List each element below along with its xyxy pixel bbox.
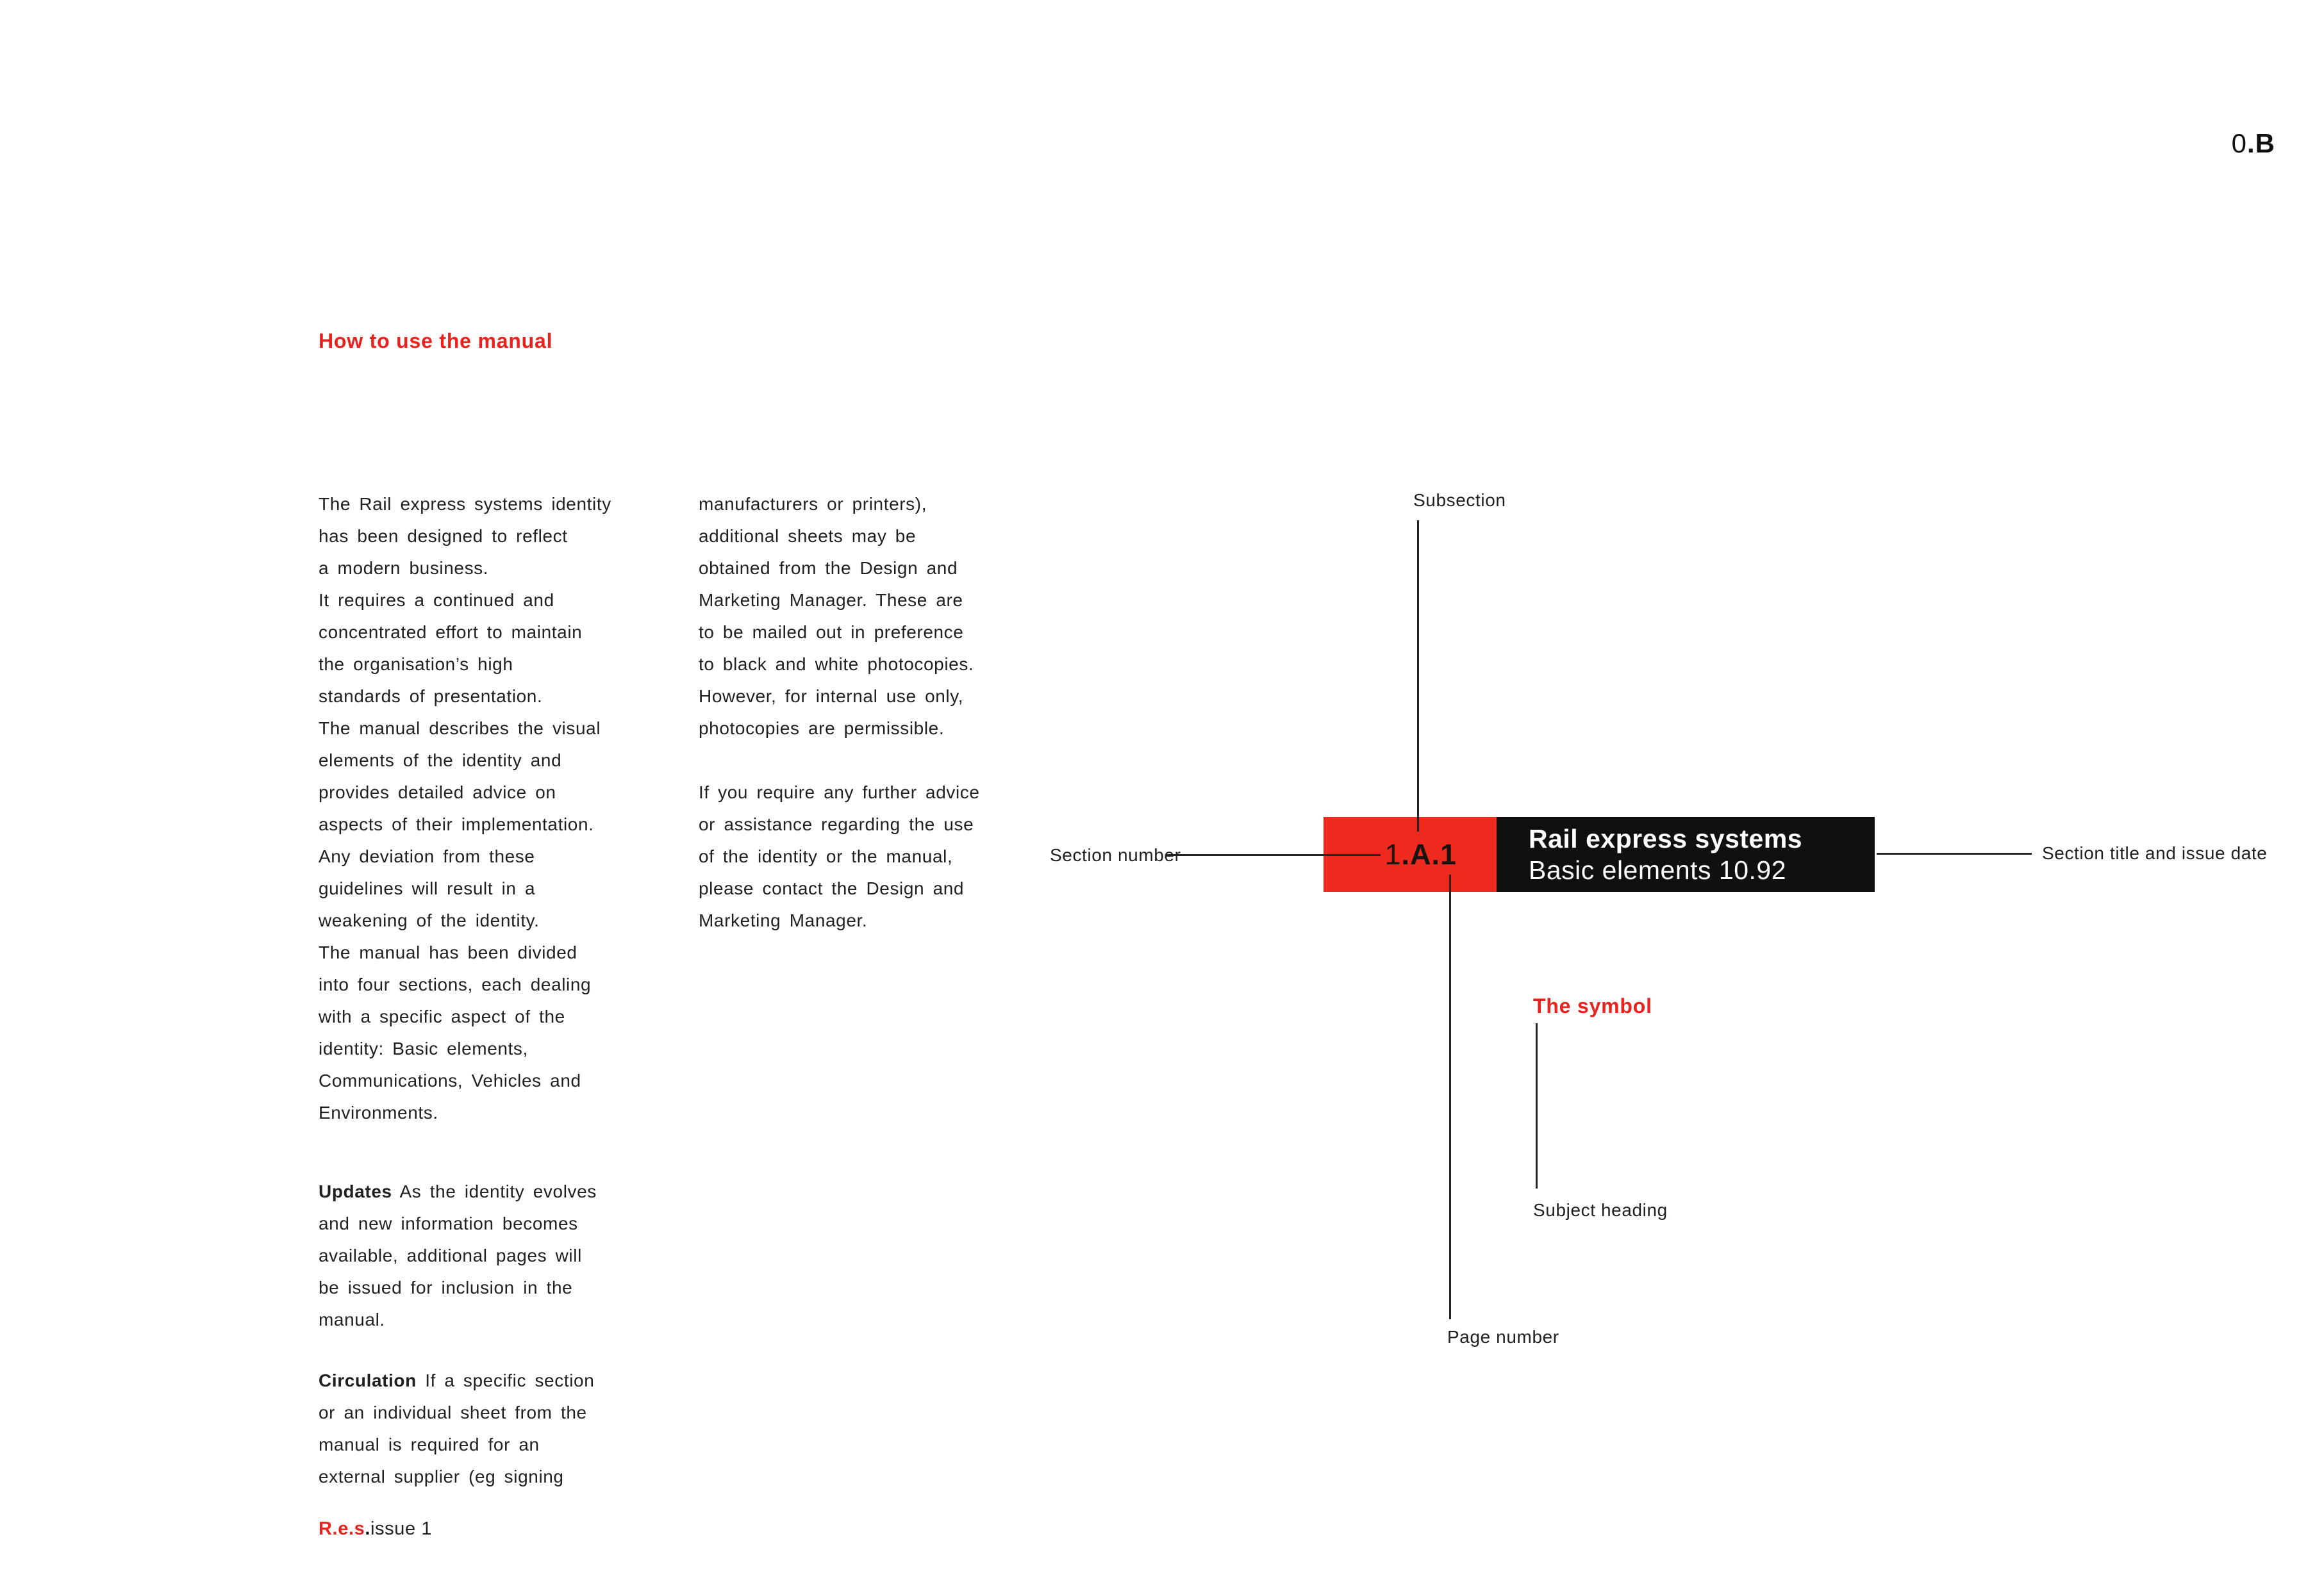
res-logotype-dot: . [365, 1519, 370, 1539]
callout-line-section-title [1877, 853, 2032, 855]
text-line: Communications, Vehicles and [319, 1071, 581, 1091]
text-line: Any deviation from these [319, 846, 535, 866]
text-line: Environments. [319, 1103, 438, 1123]
circulation-lead-in: Circulation [319, 1371, 417, 1390]
paragraph-circulation [319, 1365, 665, 1493]
paragraph-updates [319, 1176, 665, 1336]
footer-issue-line [319, 1517, 432, 1540]
text-line: please contact the Design and [699, 878, 965, 898]
callout-line-page-number [1449, 875, 1451, 1319]
text-line: and new information becomes [319, 1214, 578, 1233]
issue-number: issue 1 [370, 1519, 433, 1539]
callout-line-section-number [1165, 854, 1381, 856]
text-line: to be mailed out in preference [699, 622, 964, 642]
text-line: The manual has been divided [319, 943, 577, 962]
text-line: photocopies are permissible. [699, 718, 945, 738]
text-line: elements of the identity and [319, 750, 562, 770]
page-title: How to use the manual [319, 329, 553, 352]
text-line: a modern business. [319, 558, 489, 578]
text-line [319, 1176, 665, 1208]
label-section-title: Section title and issue date [2042, 843, 2268, 863]
symbol-heading: The symbol [1533, 994, 1652, 1017]
text-line: the organisation’s high [319, 654, 513, 674]
page-reference-section: 0 [2231, 128, 2247, 158]
res-logotype: R.e.s [319, 1519, 365, 1539]
paragraph [699, 488, 1045, 745]
body-column-2 [699, 488, 1045, 937]
text-run: If a specific section [416, 1371, 595, 1390]
text-line: additional sheets may be [699, 526, 917, 546]
text-line: manual. [319, 1310, 385, 1330]
text-line: external supplier (eg signing [319, 1467, 564, 1486]
text-line: to black and white photocopies. [699, 654, 974, 674]
label-subject-heading: Subject heading [1533, 1200, 1668, 1220]
paragraph-continuation [319, 1397, 665, 1493]
label-subsection: Subsection [1413, 490, 1506, 510]
section-code: .A.1 [1401, 837, 1457, 871]
label-section-number: Section number [1050, 845, 1181, 865]
text-line: obtained from the Design and [699, 558, 958, 578]
text-line: or assistance regarding the use [699, 814, 974, 834]
updates-lead-in: Updates [319, 1181, 392, 1201]
callout-line-subsection [1417, 520, 1419, 832]
page-reference [2083, 129, 2275, 158]
text-line: be issued for inclusion in the [319, 1278, 573, 1297]
body-column-1 [319, 488, 665, 1493]
text-line: identity: Basic elements, [319, 1039, 528, 1058]
text-line: The Rail express systems identity [319, 494, 611, 514]
text-line: into four sections, each dealing [319, 975, 592, 994]
text-line: However, for internal use only, [699, 686, 964, 706]
text-line: has been designed to reflect [319, 526, 568, 546]
text-line [319, 1365, 665, 1397]
section-title-issue-date: Basic elements 10.92 [1529, 855, 1787, 885]
text-line: aspects of their implementation. [319, 814, 594, 834]
paragraph [319, 488, 665, 1129]
text-run: As the identity evolves [392, 1181, 597, 1201]
text-line: available, additional pages will [319, 1246, 582, 1265]
text-line: standards of presentation. [319, 686, 543, 706]
label-page-number: Page number [1447, 1327, 1559, 1347]
text-line: guidelines will result in a [319, 878, 536, 898]
text-line: Marketing Manager. These are [699, 590, 963, 610]
text-line: weakening of the identity. [319, 910, 540, 930]
text-line: manual is required for an [319, 1435, 540, 1454]
page-reference-part: .B [2247, 128, 2275, 158]
section-code-prefix: 1 [1384, 837, 1402, 871]
text-line: It requires a continued and [319, 590, 554, 610]
text-line: or an individual sheet from the [319, 1403, 587, 1422]
text-line: of the identity or the manual, [699, 846, 953, 866]
text-line: manufacturers or printers), [699, 494, 927, 514]
organisation-name: Rail express systems [1529, 823, 1803, 853]
callout-line-subject-heading [1536, 1023, 1538, 1189]
text-line: with a specific aspect of the [319, 1007, 565, 1026]
text-line: provides detailed advice on [319, 782, 556, 802]
text-line: concentrated effort to maintain [319, 622, 583, 642]
text-line: Marketing Manager. [699, 910, 868, 930]
text-line: The manual describes the visual [319, 718, 601, 738]
paragraph-continuation [319, 1208, 665, 1336]
sample-title-block [1497, 817, 1875, 892]
paragraph [699, 777, 1045, 937]
text-line: If you require any further advice [699, 782, 980, 802]
